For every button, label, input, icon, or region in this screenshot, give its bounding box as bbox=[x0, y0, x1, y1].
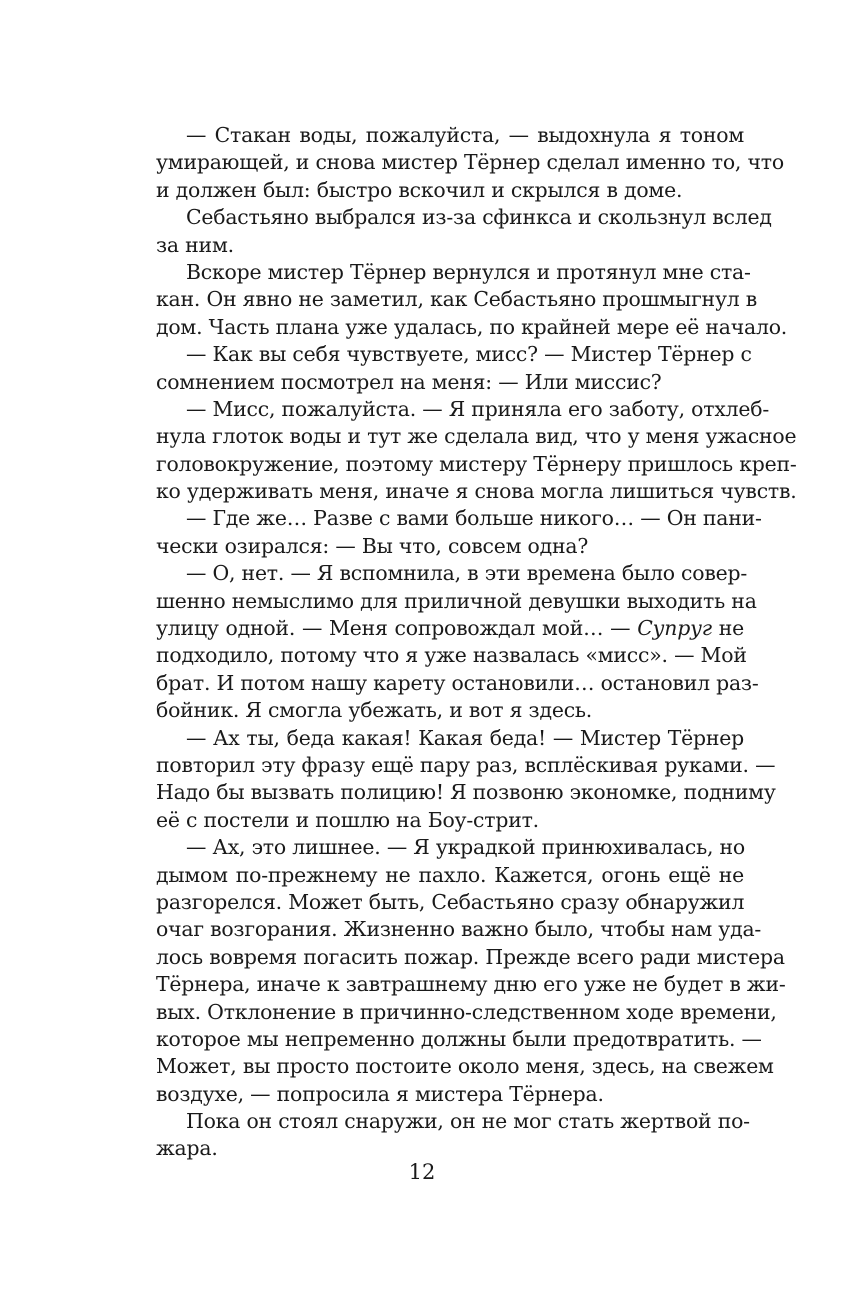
text-line: дом. Часть плана уже удалась, по крайней мере её начало. bbox=[156, 314, 788, 339]
text-line: подходило, потому что я уже назвалась «мисс». — Мой bbox=[156, 643, 747, 668]
text-line: бойник. Я смогла убежать, и вот я здесь. bbox=[156, 698, 593, 723]
text-line: разгорелся. Может быть, Себастьяно сразу обнаружил bbox=[156, 889, 745, 914]
text-line: воздухе, — попросила я мистера Тёрнера. bbox=[156, 1081, 604, 1106]
text-line: Пока он стоял снаружи, он не мог стать жертвой по- bbox=[186, 1109, 750, 1134]
text-line: вых. Отклонение в причинно-следственном ходе времени, bbox=[156, 999, 777, 1024]
text-line: умирающей, и снова мистер Тёрнер сделал именно то, что bbox=[156, 150, 784, 175]
text-line: повторил эту фразу ещё пару раз, всплёскивая руками. — bbox=[156, 752, 776, 777]
text-line: шенно немыслимо для приличной девушки выходить на bbox=[156, 588, 757, 613]
text-line bbox=[156, 615, 744, 642]
text-line: её с постели и пошлю на Боу-стрит. bbox=[156, 807, 539, 832]
text-line: — Мисс, пожалуйста. — Я приняла его заботу, отхлеб- bbox=[186, 396, 770, 421]
text-line: сомнением посмотрел на меня: — Или миссис? bbox=[156, 369, 662, 394]
text-line: — Стакан воды, пожалуйста, — выдохнула я тоном bbox=[186, 123, 744, 147]
text-line: нула глоток воды и тут же сделала вид, что у меня ужасное bbox=[156, 424, 797, 449]
text-line: кан. Он явно не заметил, как Себастьяно прошмыгнул в bbox=[156, 287, 758, 312]
text-line: чески озирался: — Вы что, совсем одна? bbox=[156, 533, 589, 558]
body-text bbox=[156, 122, 797, 1163]
italic-word: Супруг bbox=[637, 616, 712, 641]
text-line: головокружение, поэтому мистеру Тёрнеру пришлось креп- bbox=[156, 451, 797, 476]
text-fragment: улицу одной. — Меня сопровождал мой… — bbox=[156, 616, 631, 641]
page-number: 12 bbox=[408, 1160, 436, 1184]
text-line: Вскоре мистер Тёрнер вернулся и протянул мне ста- bbox=[186, 259, 751, 284]
text-line: Тёрнера, иначе к завтрашнему дню его уже не будет в жи- bbox=[156, 972, 786, 997]
text-line: — Ах ты, беда какая! Какая беда! — Мистер Тёрнер bbox=[186, 725, 744, 750]
text-fragment: не bbox=[718, 616, 744, 641]
text-line: Надо бы вызвать полицию! Я позвоню экономке, подниму bbox=[156, 780, 776, 805]
text-line: очаг возгорания. Жизненно важно было, чтобы нам уда- bbox=[156, 917, 762, 942]
text-line: — О, нет. — Я вспомнила, в эти времена было совер- bbox=[186, 561, 748, 586]
text-line: — Где же… Разве с вами больше никого… — Он пани- bbox=[186, 506, 762, 531]
text-line: брат. И потом нашу карету остановили… остановил раз- bbox=[156, 670, 759, 695]
text-line: Может, вы просто постоите около меня, здесь, на свежем bbox=[156, 1054, 774, 1079]
text-line: и должен был: быстро вскочил и скрылся в доме. bbox=[156, 177, 683, 202]
text-line: которое мы непременно должны были предотвратить. — bbox=[156, 1026, 762, 1051]
text-line: дымом по-прежнему не пахло. Кажется, огонь ещё не bbox=[156, 862, 744, 887]
text-line: ко удерживать меня, иначе я снова могла лишиться чувств. bbox=[156, 479, 797, 504]
text-line: Себастьяно выбрался из-за сфинкса и скользнул вслед bbox=[186, 205, 772, 230]
text-line: за ним. bbox=[156, 232, 234, 257]
text-line: — Ах, это лишнее. — Я украдкой принюхивалась, но bbox=[186, 835, 746, 860]
text-line: лось вовремя погасить пожар. Прежде всего ради мистера bbox=[156, 944, 785, 969]
text-line: — Как вы себя чувствуете, мисс? — Мистер Тёрнер с bbox=[186, 342, 752, 367]
text-line: жара. bbox=[156, 1136, 218, 1161]
